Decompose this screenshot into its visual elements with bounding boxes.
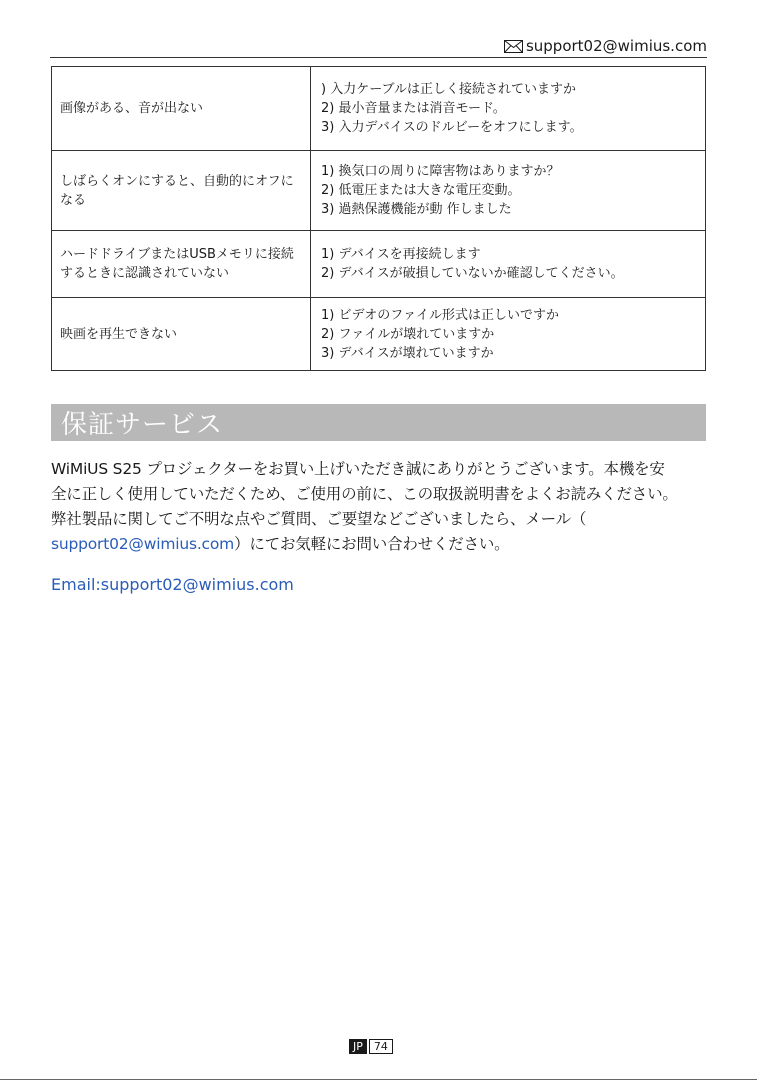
solution-line: 1) 換気口の周りに障害物はありますか？ xyxy=(321,164,560,179)
email-link[interactable]: Email:support02@wimius.com xyxy=(51,575,294,594)
support-email-link[interactable]: support02@wimius.com xyxy=(51,535,235,553)
problem-cell: しばらくオンにすると、自動的にオフになる xyxy=(52,151,311,231)
language-badge: JP xyxy=(349,1039,367,1054)
solution-line: 2) 最小音量または消音モード。 xyxy=(321,101,506,116)
solution-line: 2) デバイスが破損していないか確認してください。 xyxy=(321,266,624,281)
solution-line: 3) 入力デバイスのドルビーをオフにします。 xyxy=(321,120,583,135)
solution-line: 3) 過熱保護機能が動 作しました xyxy=(321,202,512,217)
page-number: 74 xyxy=(369,1039,393,1054)
troubleshooting-table xyxy=(51,66,706,371)
solution-line: 3) デバイスが壊れていますか xyxy=(321,345,494,361)
solution-cell xyxy=(311,231,706,298)
paragraph-line: 全に正しく使用していただくため、ご使用の前に、この取扱説明書をよくお読みください。 xyxy=(51,485,678,503)
solution-line: 1) ビデオのファイル形式は正しいですか xyxy=(321,307,559,323)
problem-cell: 映画を再生できない xyxy=(52,298,311,371)
problem-cell: ハードドライブまたはUSBメモリに接続するときに認識されていない xyxy=(52,231,311,298)
problem-cell: 画像がある、音が出ない xyxy=(52,67,311,151)
solution-line: 2) ファイルが壊れていますか xyxy=(321,326,495,342)
paragraph-line xyxy=(51,532,707,557)
warranty-paragraph xyxy=(51,457,707,557)
paragraph-line: 弊社製品に関してご不明な点やご質問、ご要望などございましたら、メール（ xyxy=(51,510,587,528)
table-row xyxy=(52,67,706,151)
page-footer xyxy=(349,1039,393,1054)
solution-line: 2) 低電圧または大きな電圧変動。 xyxy=(321,183,521,198)
paragraph-line-rest: ）にてお気軽にお問い合わせください。 xyxy=(234,535,510,553)
solution-line: ) 入力ケーブルは正しく接続されていますか xyxy=(321,82,577,97)
header-divider xyxy=(50,57,707,58)
envelope-icon xyxy=(504,40,523,53)
solution-cell xyxy=(311,67,706,151)
solution-cell xyxy=(311,151,706,231)
header-email[interactable]: support02@wimius.com xyxy=(525,37,707,55)
table-row xyxy=(52,298,706,371)
table-row xyxy=(52,151,706,231)
section-title: 保証サービス xyxy=(61,410,224,440)
paragraph-line: WiMiUS S25 プロジェクターをお買い上げいただき誠にありがとうございます。本機を安 xyxy=(51,460,665,478)
bottom-divider xyxy=(0,1079,757,1080)
solution-line: 1) デバイスを再接続します xyxy=(321,247,481,262)
solution-cell xyxy=(311,298,706,371)
header-contact xyxy=(504,36,707,56)
warranty-section-header xyxy=(51,404,706,441)
table-row xyxy=(52,231,706,298)
